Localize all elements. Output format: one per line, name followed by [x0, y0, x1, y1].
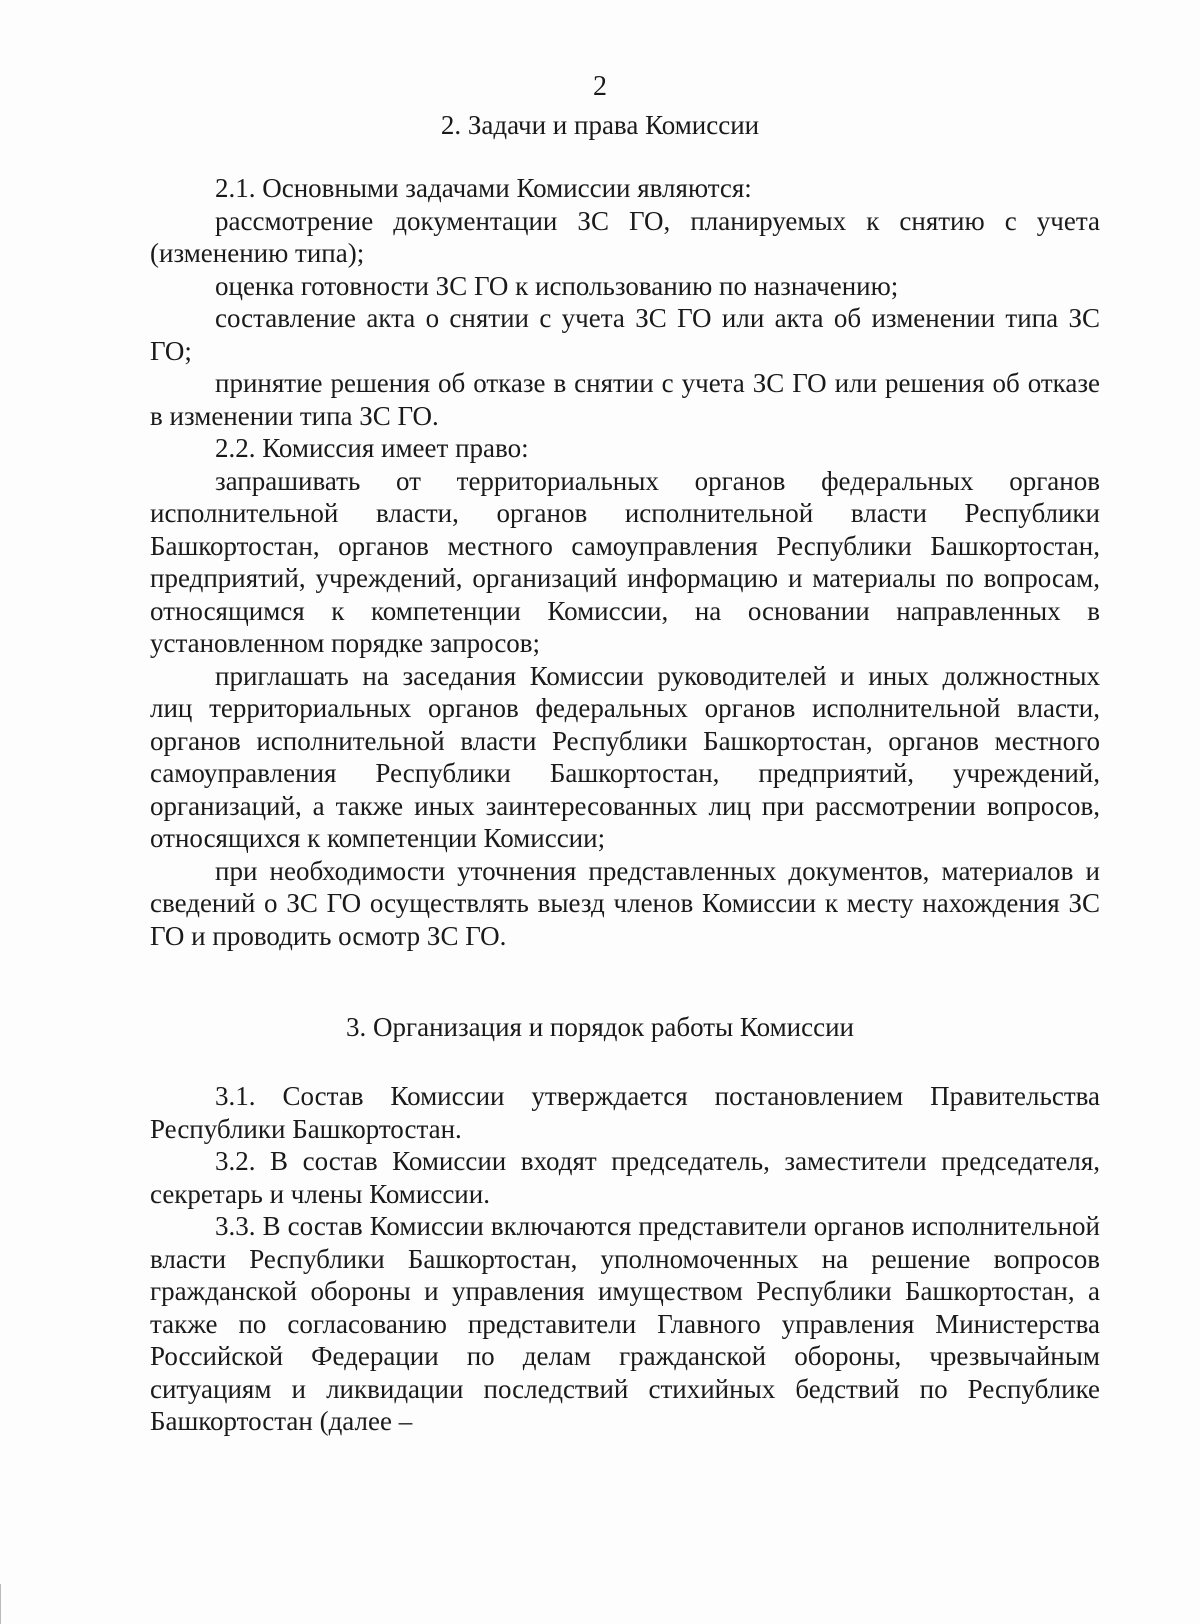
paragraph-3-2: 3.2. В состав Комиссии входят председатель, заместители председателя, секретарь и члены Комиссии. — [150, 1146, 1100, 1209]
paragraph-task-refusal: принятие решения об отказе в снятии с учета ЗС ГО или решения об отказе в изменении типа ЗС ГО. — [150, 368, 1100, 431]
section-3-title: 3. Организация и порядок работы Комиссии — [346, 1012, 854, 1042]
scan-edge-mark — [0, 1584, 19, 1624]
paragraph-right-invite: приглашать на заседания Комиссии руководителей и иных должностных лиц территориальных органов федеральных органов исполнительной власти, органов исполнительной власти Республики Башкортостан, органов местного самоуправления Республики Башкортостан, предприятий, учреждений, организаций, а также иных заинтересованных лиц при рассмотрении вопросов, относящихся к компетенции Комиссии; — [150, 660, 1100, 853]
paragraph-task-review: рассмотрение документации ЗС ГО, планируемых к снятию с учета (изменению типа); — [150, 205, 1100, 268]
paragraph-task-readiness: оценка готовности ЗС ГО к использованию по назначению; — [215, 270, 899, 301]
section-2-body — [150, 172, 1100, 952]
paragraph-right-request: запрашивать от территориальных органов федеральных органов исполнительной власти, органов исполнительной власти Республики Башкортостан, органов местного самоуправления Республики Башкортостан, предприятий, учреждений, организаций информацию и материалы по вопросам, относящимся к компетенции Комиссии, на основании направленных в установленном порядке запросов; — [150, 465, 1100, 658]
section-3-body — [150, 1080, 1100, 1438]
paragraph-2-2: 2.2. Комиссия имеет право: — [215, 433, 529, 463]
paragraph-2-1: 2.1. Основными задачами Комиссии являются: — [215, 173, 752, 203]
paragraph-3-3: 3.3. В состав Комиссии включаются представители органов исполнительной власти Республики Башкортостан, уполномоченных на решение вопросов гражданской обороны и управления имуществом Республики Башкортостан, а также по согласованию представители Главного управления Министерства Российской Федерации по делам гражданской обороны, чрезвычайным ситуациям и ликвидации последствий стихийных бедствий по Республике Башкортостан (далее – — [150, 1211, 1100, 1436]
page-number: 2 — [593, 71, 607, 102]
paragraph-task-act: составление акта о снятии с учета ЗС ГО или акта об изменении типа ЗС ГО; — [150, 303, 1100, 366]
paragraph-right-inspection: при необходимости уточнения представленных документов, материалов и сведений о ЗС ГО осуществлять выезд членов Комиссии к месту нахождения ЗС ГО и проводить осмотр ЗС ГО. — [150, 855, 1100, 951]
section-2-title: 2. Задачи и права Комиссии — [440, 110, 760, 140]
paragraph-3-1: 3.1. Состав Комиссии утверждается постановлением Правительства Республики Башкортостан. — [150, 1081, 1100, 1144]
